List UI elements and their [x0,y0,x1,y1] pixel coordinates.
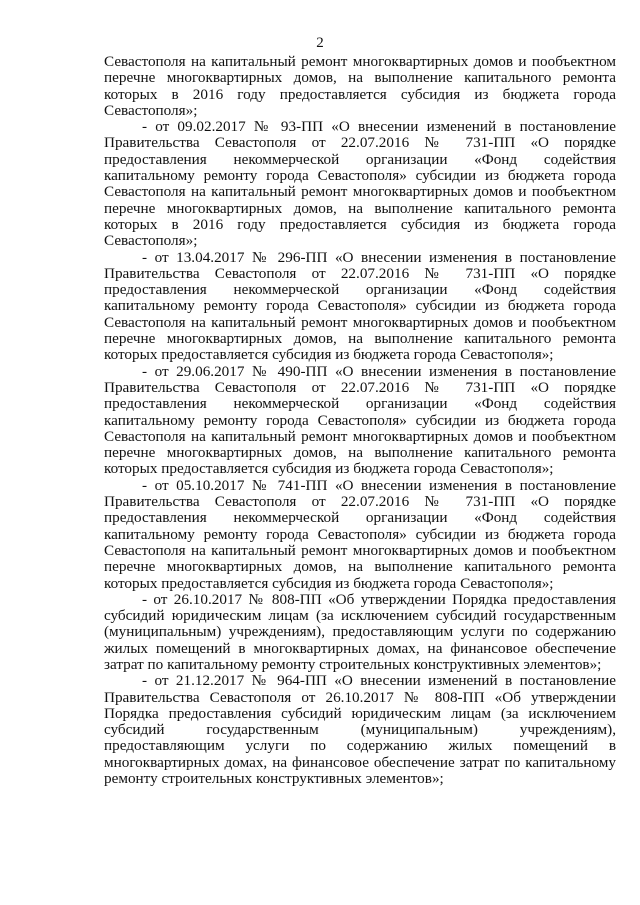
paragraph-resolution-93: - от 09.02.2017 № 93-ПП «О внесении изменений в постановление Правительства Севастополя от 22.07.2016 № 731-ПП «О порядке предоставления некоммерческой организации «Фонд содействия капитальному ремонту города Севастополя» субсидии из бюджета города Севастополя на капитальный ремонт многоквартирных домов и пообъектном перечне многоквартирных домов, на выполнение капитального ремонта которых в 2016 году предоставляется субсидия из бюджета города Севастополя»; [104,118,616,250]
paragraph-resolution-741: - от 05.10.2017 № 741-ПП «О внесении изменения в постановление Правительства Севастополя от 22.07.2016 № 731-ПП «О порядке предоставления некоммерческой организации «Фонд содействия капитальному ремонту города Севастополя» субсидии из бюджета города Севастополя на капитальный ремонт многоквартирных домов и пообъектном перечне многоквартирных домов, на выполнение капитального ремонта которых предоставляется субсидия из бюджета города Севастополя»; [104,476,616,592]
paragraph-resolution-964: - от 21.12.2017 № 964-ПП «О внесении изменений в постановление Правительства Севастополя от 26.10.2017 № 808-ПП «Об утверждении Порядка предоставления субсидий юридическим лицам (за исключением субсидий государственным (муниципальным) учреждениям), предоставляющим услуги по содержанию жилых помещений в многоквартирных домах, на финансовое обеспечение затрат по капитальному ремонту строительных конструктивных элементов»; [104,672,616,788]
paragraph-resolution-490: - от 29.06.2017 № 490-ПП «О внесении изменения в постановление Правительства Севастополя от 22.07.2016 № 731-ПП «О порядке предоставления некоммерческой организации «Фонд содействия капитальному ремонту города Севастополя» субсидии из бюджета города Севастополя на капитальный ремонт многоквартирных домов и пообъектном перечне многоквартирных домов, на выполнение капитального ремонта которых предоставляется субсидия из бюджета города Севастополя»; [104,362,616,478]
paragraph-resolution-808: - от 26.10.2017 № 808-ПП «Об утверждении Порядка предоставления субсидий юридическим лицам (за исключением субсидий государственным (муниципальным) учреждениям), предоставляющим услуги по содержанию жилых помещений в многоквартирных домах, на финансовое обеспечение затрат по капитальному ремонту строительных конструктивных элементов»; [104,590,616,673]
document-body [104,54,616,787]
paragraph-continuation: Севастополя на капитальный ремонт многоквартирных домов и пообъектном перечне многоквартирных домов, на выполнение капитального ремонта которых в 2016 году предоставляется субсидия из бюджета города Севастополя»; [104,53,616,119]
page-number: 2 [316,35,324,51]
paragraph-resolution-296: - от 13.04.2017 № 296-ПП «О внесении изменения в постановление Правительства Севастополя от 22.07.2016 № 731-ПП «О порядке предоставления некоммерческой организации «Фонд содействия капитальному ремонту города Севастополя» субсидии из бюджета города Севастополя на капитальный ремонт многоквартирных домов и пообъектном перечне многоквартирных домов, на выполнение капитального ремонта которых предоставляется субсидия из бюджета города Севастополя»; [104,248,616,364]
